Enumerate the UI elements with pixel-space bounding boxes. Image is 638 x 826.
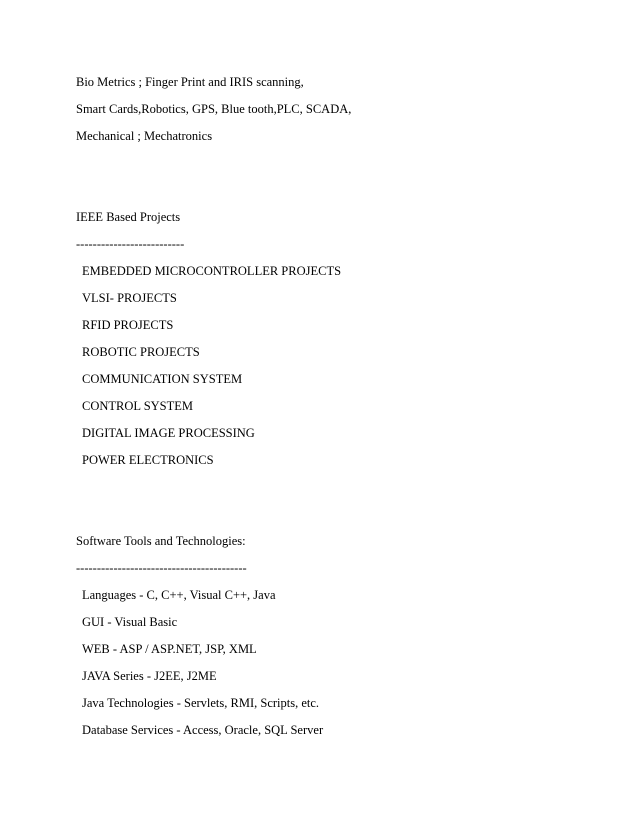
ieee-item: DIGITAL IMAGE PROCESSING	[82, 426, 255, 440]
ieee-item: POWER ELECTRONICS	[82, 453, 214, 467]
software-item: Database Services - Access, Oracle, SQL Server	[82, 723, 324, 737]
ieee-item: ROBOTIC PROJECTS	[82, 345, 200, 359]
ieee-item: CONTROL SYSTEM	[82, 399, 194, 413]
intro-line: Mechanical ; Mechatronics	[76, 129, 213, 143]
software-heading: Software Tools and Technologies:	[76, 534, 246, 548]
ieee-item: VLSI- PROJECTS	[82, 291, 177, 305]
software-rule: -----------------------------------------	[76, 561, 247, 575]
ieee-item: RFID PROJECTS	[82, 318, 174, 332]
intro-line: Bio Metrics ; Finger Print and IRIS scanning,	[76, 75, 304, 89]
intro-line: Smart Cards,Robotics, GPS, Blue tooth,PLC, SCADA,	[76, 102, 352, 116]
ieee-heading: IEEE Based Projects	[76, 210, 181, 224]
software-item: GUI - Visual Basic	[82, 615, 178, 629]
ieee-rule: --------------------------	[76, 237, 185, 251]
software-item: JAVA Series - J2EE, J2ME	[82, 669, 217, 683]
ieee-item: COMMUNICATION SYSTEM	[82, 372, 243, 386]
software-item: Languages - C, C++, Visual C++, Java	[82, 588, 276, 602]
software-item: WEB - ASP / ASP.NET, JSP, XML	[82, 642, 257, 656]
software-item: Java Technologies - Servlets, RMI, Scripts, etc.	[82, 696, 320, 710]
ieee-item: EMBEDDED MICROCONTROLLER PROJECTS	[82, 264, 342, 278]
